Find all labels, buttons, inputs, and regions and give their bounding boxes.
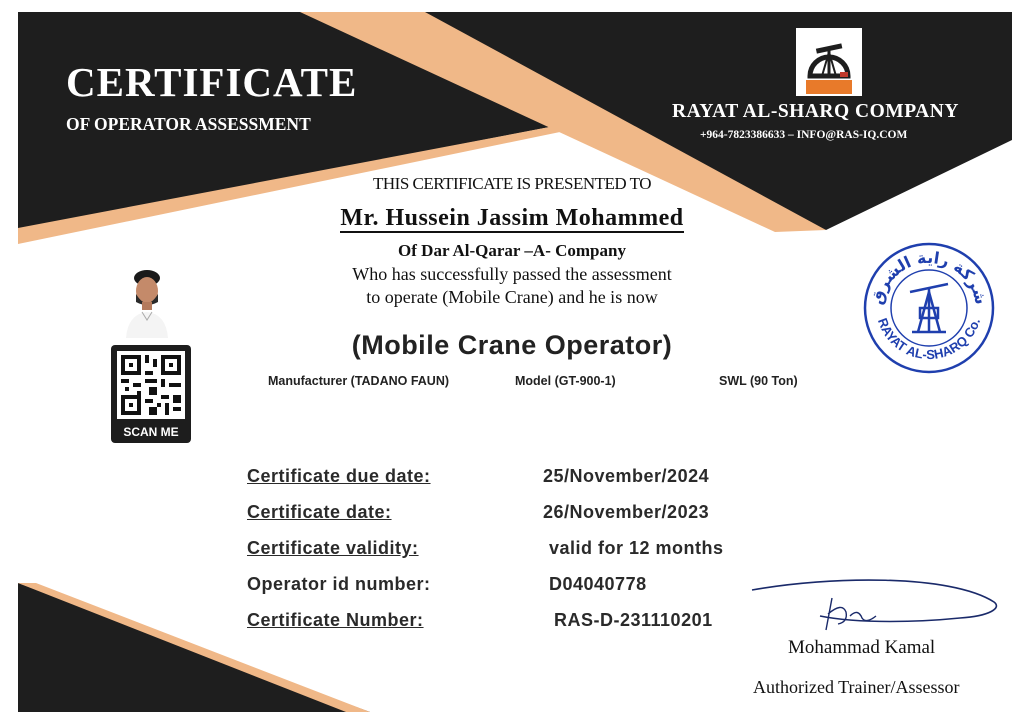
- manufacturer-label: Manufacturer (TADANO FAUN): [268, 374, 450, 388]
- detail-label-due-date: Certificate due date:: [247, 466, 431, 486]
- qr-code[interactable]: [111, 345, 191, 443]
- signature-scribble: [750, 572, 1010, 642]
- signatory-title: Authorized Trainer/Assessor: [753, 677, 960, 697]
- description-line-1: Who has successfully passed the assessment: [352, 264, 672, 284]
- qr-pattern: [117, 351, 185, 419]
- seal-stamp-icon: [862, 240, 996, 376]
- scan-me-label: SCAN ME: [123, 425, 179, 439]
- company-seal: [862, 240, 996, 376]
- detail-label-operator-id: Operator id number:: [247, 574, 431, 594]
- company-contact: +964-7823386633 – INFO@RAS-IQ.COM: [700, 129, 908, 141]
- detail-value-operator-id: D04040778: [549, 574, 647, 594]
- qr-icon: [117, 351, 185, 419]
- company-name: RAYAT AL-SHARQ COMPANY: [672, 101, 959, 122]
- holder-name-line: [0, 205, 1024, 232]
- operator-role: (Mobile Crane Operator): [351, 330, 673, 360]
- holder-name: Mr. Hussein Jassim Mohammed: [340, 205, 684, 231]
- detail-label-validity: Certificate validity:: [247, 538, 419, 558]
- certificate-subtitle: OF OPERATOR ASSESSMENT: [66, 114, 311, 134]
- description-line-2: to operate (Mobile Crane) and he is now: [366, 287, 658, 307]
- detail-value-certificate-number: RAS-D-231110201: [554, 610, 713, 630]
- holder-photo: [124, 268, 170, 338]
- detail-label-certificate-date: Certificate date:: [247, 502, 392, 522]
- oil-pump-icon: [796, 28, 862, 96]
- signatory-name: Mohammad Kamal: [788, 637, 936, 658]
- presented-to-heading: THIS CERTIFICATE IS PRESENTED TO: [373, 174, 651, 193]
- swl-label: SWL (90 Ton): [719, 374, 798, 388]
- model-label: Model (GT-900-1): [515, 374, 616, 388]
- person-photo-icon: [124, 268, 170, 338]
- company-logo: [796, 28, 862, 96]
- seal-english-text: RAYAT AL-SHARQ Co.: [874, 315, 984, 363]
- detail-label-certificate-number: Certificate Number:: [247, 610, 424, 630]
- certificate-title: CERTIFICATE: [66, 59, 358, 105]
- detail-value-due-date: 25/November/2024: [543, 466, 710, 486]
- detail-value-certificate-date: 26/November/2023: [543, 502, 710, 522]
- holder-company: Of Dar Al-Qarar –A- Company: [398, 241, 626, 260]
- seal-arabic-text: شركة راية الشرق: [867, 247, 991, 307]
- detail-value-validity: valid for 12 months: [549, 538, 724, 558]
